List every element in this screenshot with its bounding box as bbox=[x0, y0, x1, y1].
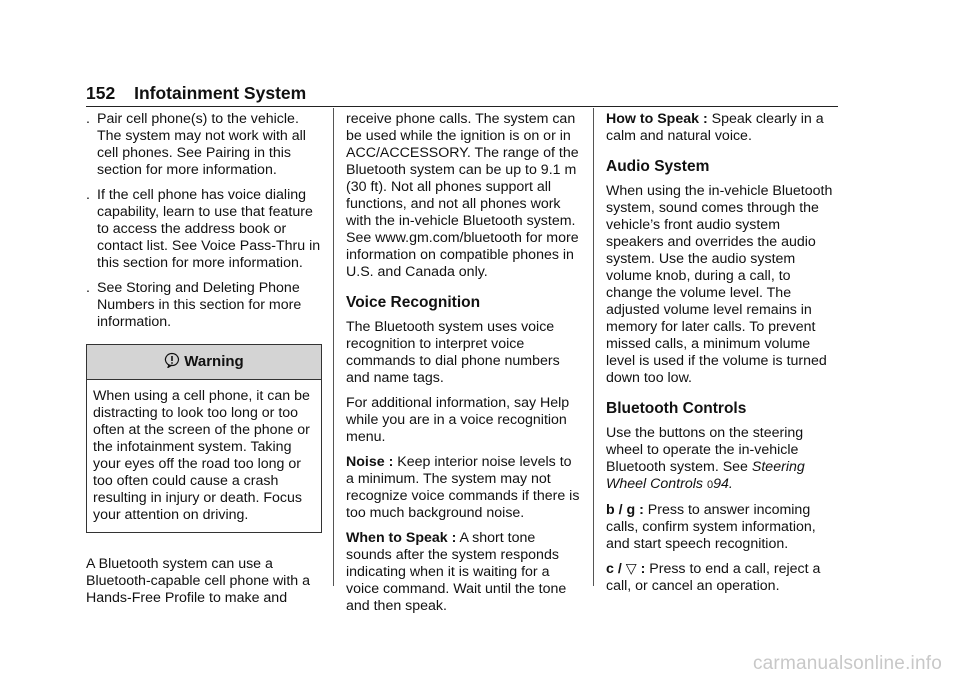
paragraph: Use the buttons on the steering wheel to operate the in-vehicle Bluetooth system. See Steering Wheel Controls 094. bbox=[606, 425, 805, 492]
warning-box bbox=[86, 344, 322, 533]
term: How to Speak : bbox=[606, 111, 708, 127]
paragraph: When using the in-vehicle Bluetooth system, sound comes through the vehicle’s front audio system speakers and overrides the audio system. Use the audio system volume knob, during a call, to change the volume level. The adjusted volume level remains in memory for later calls. To prevent missed calls, a minimum volume level is used if the volume is turned down too low. bbox=[606, 183, 833, 386]
term: When to Speak : bbox=[346, 530, 457, 546]
page-ref[interactable]: 94 bbox=[713, 476, 729, 492]
column-divider bbox=[593, 108, 594, 586]
bullet-marker: . bbox=[86, 280, 90, 296]
column-1 bbox=[86, 111, 322, 615]
control-text: Press to answer incoming calls, confirm system information, and start speech recognition. bbox=[606, 502, 816, 552]
list-item bbox=[86, 280, 322, 331]
bullet-text: See Storing and Deleting Phone Numbers in this section for more information. bbox=[97, 280, 302, 330]
page-header bbox=[86, 82, 838, 107]
bullet-marker: . bbox=[86, 111, 90, 127]
warning-body: When using a cell phone, it can be distracting to look too long or too often at the screen of the phone or the infotainment system. Taking your eyes off the road too long or too often could cause a crash resulting in injury or death. Focus your attention on driving. bbox=[93, 388, 310, 523]
control-text: Press to end a call, reject a call, or cancel an operation. bbox=[606, 561, 821, 594]
definition-when-to-speak bbox=[346, 530, 580, 615]
definition-text: Keep interior noise levels to a minimum. The system may not recognize voice commands if there is too much background noise. bbox=[346, 454, 580, 521]
paragraph: receive phone calls. The system can be used while the ignition is on or in ACC/ACCESSORY. The range of the Bluetooth system can be up to 9.1 m (30 ft). Not all phones support all functions, and not all phones work with the in-vehicle Bluetooth system. See www.gm.com/bluetooth for more information on compatible phones in U.S. and Canada only. bbox=[346, 111, 579, 280]
column-2 bbox=[346, 111, 580, 623]
section-heading-voice-recognition: Voice Recognition bbox=[346, 294, 481, 311]
paragraph: For additional information, say Help while you are in a voice recognition menu. bbox=[346, 395, 570, 445]
bullet-text: If the cell phone has voice dialing capability, learn to use that feature to access the address book or contact list. See Voice Pass-Thru in this section for more information. bbox=[97, 187, 321, 271]
control-end bbox=[606, 561, 840, 595]
paragraph: The Bluetooth system uses voice recognition to interpret voice commands to dial phone numbers and name tags. bbox=[346, 319, 560, 386]
warning-header bbox=[87, 345, 321, 380]
bullet-text: Pair cell phone(s) to the vehicle. The system may not work with all cell phones. See Pairing in this section for more information. bbox=[97, 111, 306, 178]
list-item bbox=[86, 187, 322, 272]
phone-answer-icon: b / g : bbox=[606, 502, 644, 518]
column-divider bbox=[333, 108, 334, 586]
paragraph: A Bluetooth system can use a Bluetooth-capable cell phone with a Hands-Free Profile to make and bbox=[86, 556, 311, 606]
warning-icon bbox=[164, 353, 180, 370]
term: Noise : bbox=[346, 454, 394, 470]
phone-end-icon: c / ▽ : bbox=[606, 561, 646, 577]
section-heading-bluetooth-controls: Bluetooth Controls bbox=[606, 400, 747, 417]
list-item bbox=[86, 111, 322, 179]
page-title: Infotainment System bbox=[134, 83, 307, 103]
definition-how-to-speak bbox=[606, 111, 840, 145]
definition-text: Speak clearly in a calm and natural voice. bbox=[606, 111, 824, 144]
warning-title: Warning bbox=[184, 353, 244, 370]
paragraph-text: Use the buttons on the steering wheel to operate the in-vehicle Bluetooth system. See bbox=[606, 425, 804, 475]
section-heading-audio-system: Audio System bbox=[606, 158, 710, 175]
watermark: carmanualsonline.info bbox=[752, 653, 942, 674]
column-3 bbox=[606, 111, 840, 603]
control-answer bbox=[606, 502, 840, 553]
bullet-marker: . bbox=[86, 187, 90, 203]
link-steering-wheel-controls[interactable]: Steering Wheel Controls bbox=[606, 459, 805, 492]
page-ref-arrow-icon: 0 bbox=[706, 479, 714, 491]
definition-noise bbox=[346, 454, 580, 522]
page-number: 152 bbox=[86, 83, 116, 103]
definition-text: A short tone sounds after the system responds indicating when it is waiting for a voice command. Wait until the tone and then speak. bbox=[346, 530, 567, 614]
